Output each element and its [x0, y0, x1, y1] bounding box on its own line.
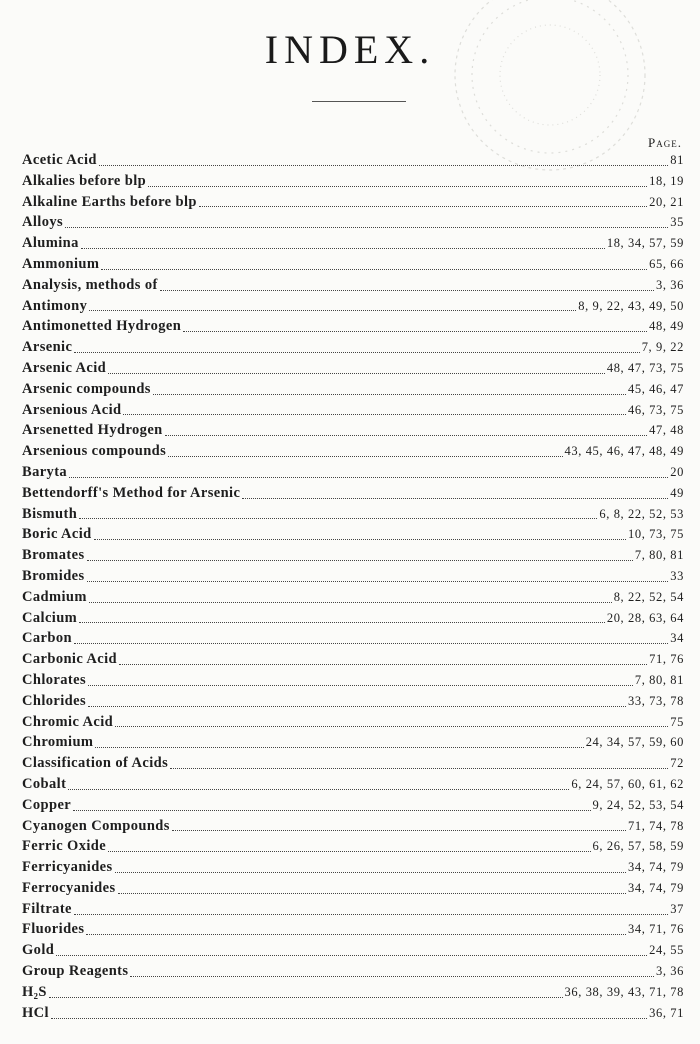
- index-entry: [22, 337, 684, 358]
- dot-leader: [199, 206, 647, 207]
- entry-term: Fluorides: [22, 921, 85, 938]
- dot-leader: [170, 768, 668, 769]
- entry-term: Ferricyanides: [22, 859, 113, 876]
- entry-pages: 20, 21: [649, 194, 684, 209]
- entry-pages: 48, 47, 73, 75: [606, 360, 684, 375]
- index-entry: [22, 192, 684, 213]
- entry-term: Calcium: [22, 609, 78, 626]
- entry-pages: 33, 73, 78: [628, 693, 684, 708]
- dot-leader: [95, 747, 583, 748]
- dot-leader: [87, 560, 633, 561]
- entry-pages: 72: [670, 756, 684, 771]
- entry-pages: 45, 46, 47: [628, 381, 684, 396]
- entry-pages: 6, 24, 57, 60, 61, 62: [571, 776, 684, 791]
- index-entry: [22, 670, 684, 691]
- dot-leader: [160, 290, 654, 291]
- dot-leader: [153, 394, 626, 395]
- entry-term: Analysis, methods of: [22, 276, 158, 293]
- entry-pages: 71, 76: [649, 652, 684, 667]
- index-entry: [22, 774, 684, 795]
- entry-pages: 6, 8, 22, 52, 53: [599, 506, 684, 521]
- index-entry: [22, 816, 684, 837]
- dot-leader: [148, 186, 647, 187]
- index-entry: [22, 441, 684, 462]
- dot-leader: [172, 830, 626, 831]
- entry-pages: 24, 34, 57, 59, 60: [585, 735, 684, 750]
- entry-pages: 33: [670, 568, 684, 583]
- entry-term: H₂S: [22, 983, 47, 1000]
- index-entry: [22, 1003, 684, 1024]
- page-title: INDEX.: [264, 27, 436, 72]
- index-entry: [22, 649, 684, 670]
- entry-pages: 71, 74, 78: [628, 818, 684, 833]
- entry-term: Arsenic: [22, 339, 73, 356]
- entry-pages: 49: [670, 485, 684, 500]
- index-entry: [22, 608, 684, 629]
- entry-term: Carbonic Acid: [22, 651, 118, 668]
- entry-pages: 35: [670, 215, 684, 230]
- entry-pages: 37: [670, 901, 684, 916]
- entry-pages: 43, 45, 46, 47, 48, 49: [564, 444, 684, 459]
- dot-leader: [89, 310, 576, 311]
- entry-term: Ferrocyanides: [22, 879, 116, 896]
- dot-leader: [118, 893, 626, 894]
- entry-pages: 36, 71: [649, 1005, 684, 1020]
- index-entry: [22, 940, 684, 961]
- entry-term: Cyanogen Compounds: [22, 817, 170, 834]
- entry-term: Arsenious Acid: [22, 401, 122, 418]
- index-entry: [22, 628, 684, 649]
- index-entry: [22, 275, 684, 296]
- dot-leader: [88, 706, 626, 707]
- title-rule: [312, 101, 406, 102]
- index-entry: [22, 857, 684, 878]
- index-entry: [22, 732, 684, 753]
- entry-pages: 9, 24, 52, 53, 54: [592, 797, 684, 812]
- entry-term: Acetic Acid: [22, 152, 97, 168]
- entry-pages: 20, 28, 63, 64: [606, 610, 684, 625]
- entry-term: Arsenic Acid: [22, 359, 107, 376]
- index-entry: [22, 379, 684, 400]
- index-entries: [22, 150, 684, 1023]
- dot-leader: [99, 165, 668, 166]
- entry-pages: 48, 49: [649, 319, 684, 334]
- dot-leader: [130, 976, 654, 977]
- entry-term: Baryta: [22, 463, 68, 480]
- index-entry: [22, 982, 684, 1003]
- entry-term: Chromium: [22, 734, 94, 751]
- dot-leader: [94, 539, 626, 540]
- entry-term: Filtrate: [22, 900, 72, 917]
- entry-pages: 65, 66: [649, 256, 684, 271]
- page-column-header: Page.: [648, 135, 682, 150]
- index-entry: [22, 462, 684, 483]
- entry-term: Bromates: [22, 547, 85, 564]
- index-entry: [22, 587, 684, 608]
- entry-term: Arsenic compounds: [22, 380, 151, 397]
- entry-term: Ammonium: [22, 255, 100, 272]
- entry-pages: 8, 22, 52, 54: [613, 589, 684, 604]
- index-entry: [22, 878, 684, 899]
- dot-leader: [168, 456, 562, 457]
- dot-leader: [49, 997, 563, 998]
- entry-pages: 24, 55: [649, 943, 684, 958]
- entry-pages: 47, 48: [649, 423, 684, 438]
- dot-leader: [242, 498, 668, 499]
- entry-pages: 34, 74, 79: [628, 860, 684, 875]
- index-entry: [22, 795, 684, 816]
- dot-leader: [81, 248, 605, 249]
- dot-leader: [73, 810, 590, 811]
- index-entry: [22, 545, 684, 566]
- entry-term: Alkaline Earths before blp: [22, 193, 197, 210]
- entry-term: Antimonetted Hydrogen: [22, 318, 182, 335]
- index-entry: [22, 836, 684, 857]
- entry-term: Alloys: [22, 214, 64, 231]
- index-entry: [22, 753, 684, 774]
- index-entry: [22, 233, 684, 254]
- entry-term: Bettendorff's Method for Arsenic: [22, 484, 241, 501]
- entry-pages: 10, 73, 75: [628, 527, 684, 542]
- index-entry: [22, 212, 684, 233]
- dot-leader: [165, 435, 648, 436]
- entry-term: Carbon: [22, 630, 72, 647]
- dot-leader: [86, 934, 626, 935]
- entry-pages: 81: [670, 153, 684, 167]
- dot-leader: [119, 664, 647, 665]
- entry-term: Copper: [22, 796, 72, 813]
- dot-leader: [108, 373, 605, 374]
- index-entry: [22, 296, 684, 317]
- entry-pages: 7, 80, 81: [634, 672, 684, 687]
- dot-leader: [65, 227, 668, 228]
- index-entry: [22, 566, 684, 587]
- index-entry: [22, 358, 684, 379]
- entry-term: Antimony: [22, 297, 88, 314]
- index-entry: [22, 171, 684, 192]
- entry-term: Group Reagents: [22, 963, 129, 980]
- dot-leader: [74, 352, 639, 353]
- index-entry: [22, 150, 684, 171]
- entry-term: Arsenious compounds: [22, 443, 167, 460]
- entry-pages: 7, 80, 81: [634, 548, 684, 563]
- entry-term: Boric Acid: [22, 526, 92, 543]
- index-entry: [22, 899, 684, 920]
- index-entry: [22, 691, 684, 712]
- entry-term: Classification of Acids: [22, 755, 169, 772]
- index-entry: [22, 420, 684, 441]
- dot-leader: [88, 685, 633, 686]
- entry-pages: 7, 9, 22: [641, 340, 684, 355]
- entry-pages: 6, 26, 57, 58, 59: [592, 839, 684, 854]
- dot-leader: [183, 331, 647, 332]
- dot-leader: [115, 872, 626, 873]
- entry-pages: 3, 36: [656, 277, 684, 292]
- entry-term: Ferric Oxide: [22, 838, 107, 855]
- index-entry: [22, 919, 684, 940]
- dot-leader: [68, 789, 569, 790]
- dot-leader: [79, 622, 605, 623]
- index-entry: [22, 961, 684, 982]
- entry-pages: 46, 73, 75: [628, 402, 684, 417]
- entry-term: Bromides: [22, 567, 85, 584]
- entry-pages: 8, 9, 22, 43, 49, 50: [578, 298, 684, 313]
- entry-term: Cobalt: [22, 775, 67, 792]
- entry-pages: 20: [670, 464, 684, 479]
- dot-leader: [69, 477, 668, 478]
- entry-term: Bismuth: [22, 505, 78, 522]
- dot-leader: [115, 726, 668, 727]
- entry-term: Gold: [22, 942, 55, 959]
- dot-leader: [51, 1018, 647, 1019]
- entry-pages: 75: [670, 714, 684, 729]
- entry-term: Alkalies before blp: [22, 172, 147, 189]
- entry-term: Chlorates: [22, 671, 87, 688]
- index-entry: [22, 504, 684, 525]
- dot-leader: [87, 581, 669, 582]
- dot-leader: [74, 643, 668, 644]
- entry-pages: 34: [670, 631, 684, 646]
- entry-pages: 18, 19: [649, 173, 684, 188]
- entry-pages: 36, 38, 39, 43, 71, 78: [564, 984, 684, 999]
- dot-leader: [79, 518, 597, 519]
- dot-leader: [123, 414, 626, 415]
- dot-leader: [108, 851, 590, 852]
- entry-pages: 34, 74, 79: [628, 880, 684, 895]
- dot-leader: [89, 602, 612, 603]
- index-entry: [22, 400, 684, 421]
- entry-term: Chromic Acid: [22, 713, 114, 730]
- entry-term: HCl: [22, 1004, 49, 1021]
- entry-term: Alumina: [22, 235, 79, 252]
- index-entry: [22, 316, 684, 337]
- entry-term: Arsenetted Hydrogen: [22, 422, 163, 439]
- entry-term: Cadmium: [22, 588, 87, 605]
- dot-leader: [56, 955, 647, 956]
- index-entry: [22, 524, 684, 545]
- entry-pages: 3, 36: [656, 964, 684, 979]
- index-entry: [22, 254, 684, 275]
- index-entry: [22, 712, 684, 733]
- entry-pages: 34, 71, 76: [628, 922, 684, 937]
- index-entry: [22, 483, 684, 504]
- entry-pages: 18, 34, 57, 59: [606, 236, 684, 251]
- entry-term: Chlorides: [22, 692, 87, 709]
- dot-leader: [74, 914, 668, 915]
- dot-leader: [101, 269, 647, 270]
